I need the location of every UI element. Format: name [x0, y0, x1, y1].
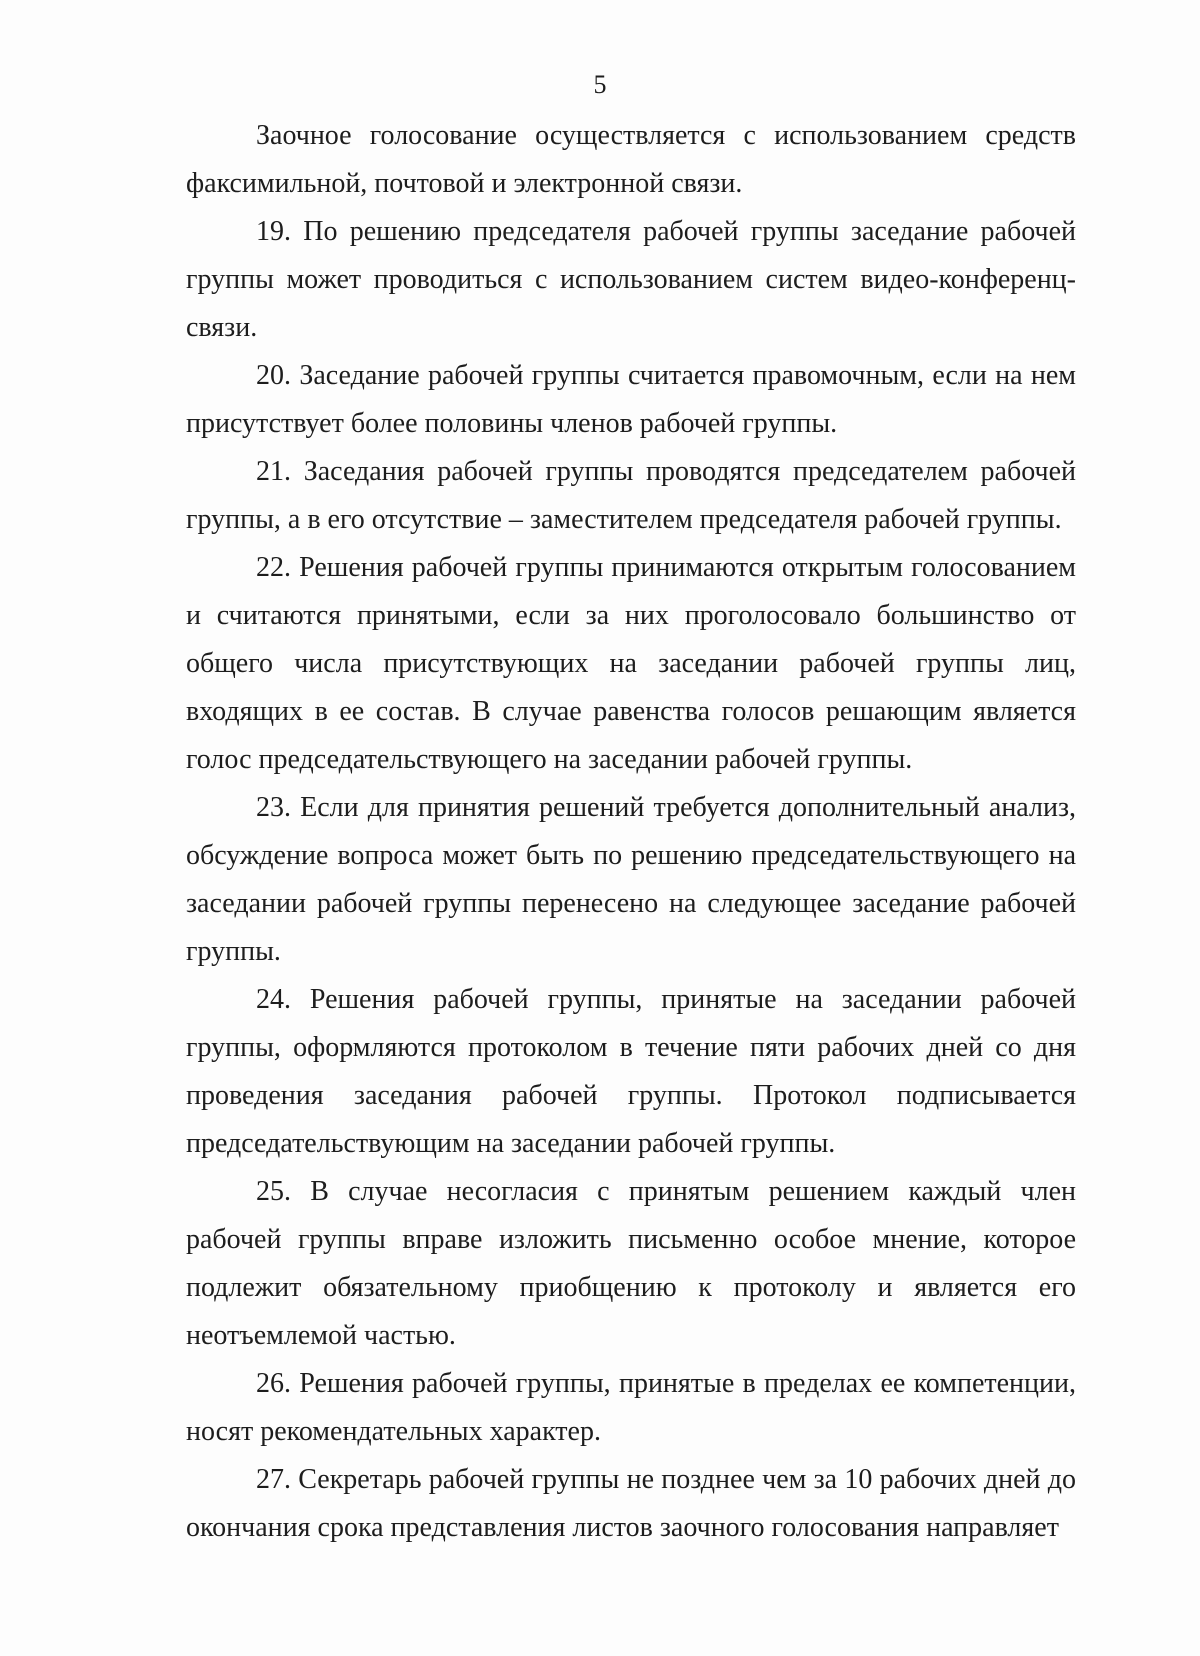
- paragraph-25: 25. В случае несогласия с принятым решением каждый член рабочей группы вправе изложить письменно особое мнение, которое подлежит обязательному приобщению к протоколу и является его неотъемлемой частью.: [186, 1176, 1076, 1351]
- document-body: [186, 112, 1076, 1552]
- paragraph-23: 23. Если для принятия решений требуется дополнительный анализ, обсуждение вопроса может быть по решению председательствующего на заседании рабочей группы перенесено на следующее заседание рабочей группы.: [186, 792, 1076, 967]
- paragraph-24: 24. Решения рабочей группы, принятые на заседании рабочей группы, оформляются протоколом в течение пяти рабочих дней со дня проведения заседания рабочей группы. Протокол подписывается председательствующим на заседании рабочей группы.: [186, 984, 1076, 1159]
- paragraph-27: 27. Секретарь рабочей группы не позднее чем за 10 рабочих дней до окончания срока представления листов заочного голосования направляет: [186, 1464, 1076, 1543]
- paragraph-21: 21. Заседания рабочей группы проводятся председателем рабочей группы, а в его отсутствие – заместителем председателя рабочей группы.: [186, 456, 1076, 535]
- paragraph-19: 19. По решению председателя рабочей группы заседание рабочей группы может проводиться с использованием систем видео-конференц-связи.: [186, 216, 1076, 343]
- page-number: 5: [593, 70, 607, 99]
- paragraph-remote-voting: Заочное голосование осуществляется с использованием средств факсимильной, почтовой и электронной связи.: [186, 120, 1076, 199]
- paragraph-22: 22. Решения рабочей группы принимаются открытым голосованием и считаются принятыми, если за них проголосовало большинство от общего числа присутствующих на заседании рабочей группы лиц, входящих в ее состав. В случае равенства голосов решающим является голос председательствующего на заседании рабочей группы.: [186, 552, 1076, 775]
- paragraph-20: 20. Заседание рабочей группы считается правомочным, если на нем присутствует более половины членов рабочей группы.: [186, 360, 1076, 439]
- paragraph-26: 26. Решения рабочей группы, принятые в пределах ее компетенции, носят рекомендательных характер.: [186, 1368, 1076, 1447]
